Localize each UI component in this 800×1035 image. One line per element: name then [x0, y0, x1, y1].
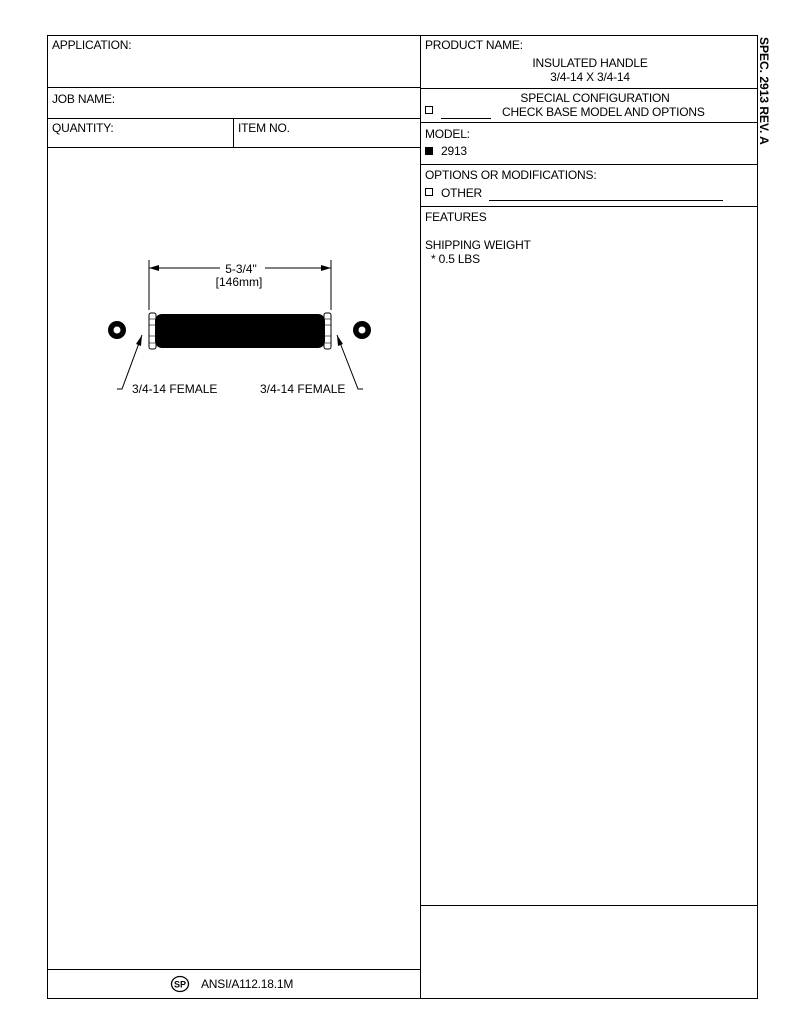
row-line-product: [420, 88, 758, 89]
other-checkbox[interactable]: [425, 188, 433, 196]
dimension-imperial: 5-3/4": [225, 262, 257, 276]
row-line-footer: [47, 969, 421, 970]
quantity-label: QUANTITY:: [52, 121, 114, 135]
options-label: OPTIONS OR MODIFICATIONS:: [425, 168, 597, 182]
handle-drawing: [100, 255, 390, 405]
frame-left: [47, 35, 48, 999]
frame-bottom: [47, 998, 758, 999]
cert-mark-icon: [170, 975, 190, 993]
right-end-ring-icon: [353, 321, 371, 339]
standard-label: ANSI/A112.18.1M: [201, 977, 294, 991]
frame-top: [47, 35, 758, 36]
row-line-features-end: [420, 905, 758, 906]
row-line-model: [420, 164, 758, 165]
row-line-job: [47, 118, 421, 119]
other-label: OTHER: [441, 186, 483, 200]
insulated-grip: [155, 314, 325, 348]
right-fitting: [324, 313, 331, 349]
special-config-line2: CHECK BASE MODEL AND OPTIONS: [502, 105, 705, 119]
frame-right: [757, 35, 758, 999]
item-no-label: ITEM NO.: [238, 121, 290, 135]
special-config-blank: [441, 118, 491, 119]
special-config-line1: SPECIAL CONFIGURATION: [520, 91, 670, 105]
cert-mark-text: SP: [173, 979, 187, 990]
quantity-item-divider: [233, 118, 234, 148]
product-name-label: PRODUCT NAME:: [425, 38, 523, 52]
product-name-line1: INSULATED HANDLE: [532, 56, 648, 70]
product-name-line2: 3/4-14 X 3/4-14: [550, 70, 630, 84]
row-line-application: [47, 87, 421, 88]
model-checkbox[interactable]: [425, 147, 433, 155]
shipping-weight-label: SHIPPING WEIGHT: [425, 238, 531, 252]
row-line-special: [420, 122, 758, 123]
shipping-weight-value: * 0.5 LBS: [431, 252, 480, 266]
application-label: APPLICATION:: [52, 38, 132, 52]
other-blank: [489, 200, 723, 201]
job-name-label: JOB NAME:: [52, 92, 115, 106]
left-fitting: [149, 313, 156, 349]
dimension-arrow-left: [149, 265, 159, 271]
left-connection-label: 3/4-14 FEMALE: [132, 382, 218, 396]
model-label: MODEL:: [425, 127, 470, 141]
right-connection-label: 3/4-14 FEMALE: [260, 382, 346, 396]
spec-tag: [757, 37, 773, 147]
dimension-arrow-right: [321, 265, 331, 271]
row-line-quantity: [47, 147, 421, 148]
spec-tag-text: SPEC. 2913 REV. A: [757, 37, 771, 145]
special-config-checkbox[interactable]: [425, 106, 433, 114]
dimension-metric: [146mm]: [215, 275, 263, 289]
model-value: 2913: [441, 144, 467, 158]
row-line-options: [420, 206, 758, 207]
column-divider: [420, 35, 421, 999]
features-label: FEATURES: [425, 210, 487, 224]
left-end-ring-icon: [108, 321, 126, 339]
